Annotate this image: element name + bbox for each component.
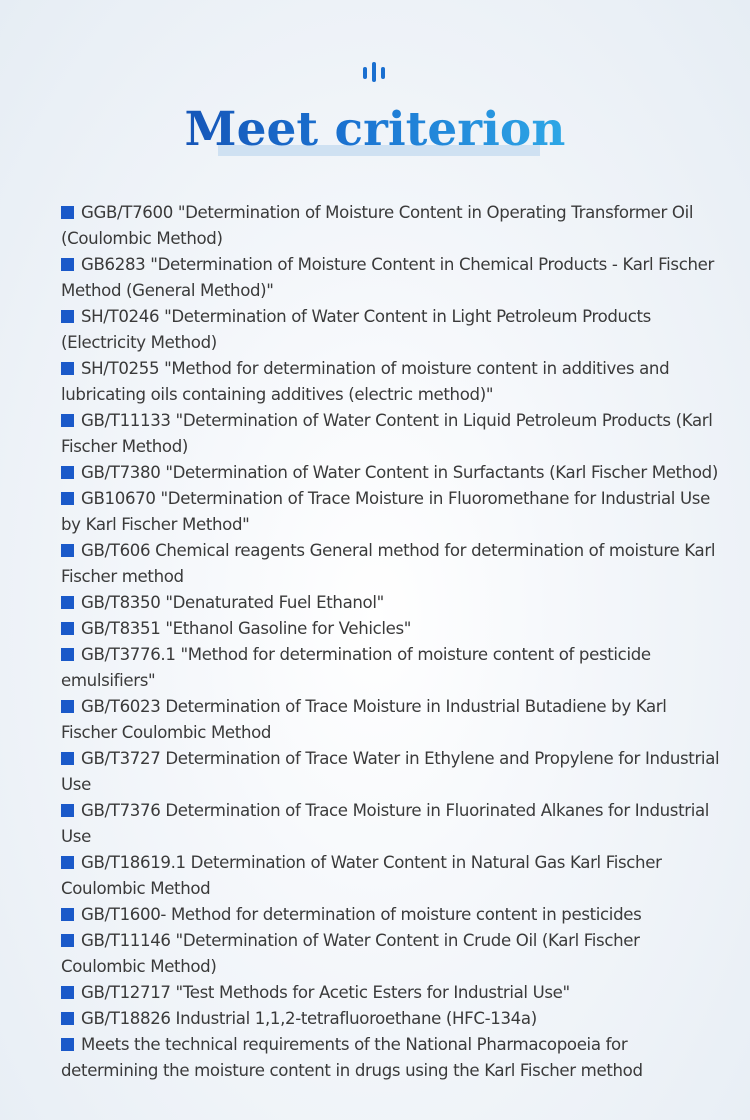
square-bullet-icon xyxy=(61,466,74,479)
list-item xyxy=(61,1032,721,1084)
list-item xyxy=(61,486,721,538)
list-item xyxy=(61,980,721,1006)
title-container xyxy=(0,98,750,162)
list-item-text: GB/T18619.1 Determination of Water Content in Natural Gas Karl Fischer Coulombic Method xyxy=(61,853,662,898)
list-item-text: GB/T18826 Industrial 1,1,2-tetrafluoroethane (HFC-134a) xyxy=(81,1009,537,1028)
list-item xyxy=(61,1006,721,1032)
square-bullet-icon xyxy=(61,908,74,921)
square-bullet-icon xyxy=(61,934,74,947)
list-item-text: Meets the technical requirements of the National Pharmacopoeia for determining the moisture content in drugs using the Karl Fischer method xyxy=(61,1035,643,1080)
list-item xyxy=(61,538,721,590)
square-bullet-icon xyxy=(61,856,74,869)
list-item-text: SH/T0255 "Method for determination of moisture content in additives and lubricating oils containing additives (electric method)" xyxy=(61,359,670,404)
list-item xyxy=(61,694,721,746)
list-item xyxy=(61,798,721,850)
list-item xyxy=(61,408,721,460)
list-item xyxy=(61,616,721,642)
list-item-text: GB/T606 Chemical reagents General method for determination of moisture Karl Fischer method xyxy=(61,541,716,586)
square-bullet-icon xyxy=(61,1038,74,1051)
list-item-text: GB/T8351 "Ethanol Gasoline for Vehicles" xyxy=(81,619,412,638)
square-bullet-icon xyxy=(61,258,74,271)
square-bullet-icon xyxy=(61,648,74,661)
list-item-text: GB/T7376 Determination of Trace Moisture in Fluorinated Alkanes for Industrial Use xyxy=(61,801,710,846)
list-item-text: GB10670 "Determination of Trace Moisture in Fluoromethane for Industrial Use by Karl Fischer Method" xyxy=(61,489,710,534)
bars-icon xyxy=(362,62,388,82)
square-bullet-icon xyxy=(61,362,74,375)
list-item-text: GB/T6023 Determination of Trace Moisture in Industrial Butadiene by Karl Fischer Coulombic Method xyxy=(61,697,667,742)
square-bullet-icon xyxy=(61,804,74,817)
list-item xyxy=(61,460,721,486)
square-bullet-icon xyxy=(61,414,74,427)
list-item-text: GB6283 "Determination of Moisture Content in Chemical Products - Karl Fischer Method (General Method)" xyxy=(61,255,714,300)
square-bullet-icon xyxy=(61,492,74,505)
list-item xyxy=(61,200,721,252)
list-item-text: GB/T3776.1 "Method for determination of moisture content of pesticide emulsifiers" xyxy=(61,645,651,690)
list-item-text: GGB/T7600 "Determination of Moisture Content in Operating Transformer Oil (Coulombic Method) xyxy=(61,203,694,248)
square-bullet-icon xyxy=(61,986,74,999)
list-item xyxy=(61,642,721,694)
square-bullet-icon xyxy=(61,596,74,609)
list-item xyxy=(61,356,721,408)
list-item-text: GB/T7380 "Determination of Water Content in Surfactants (Karl Fischer Method) xyxy=(81,463,718,482)
square-bullet-icon xyxy=(61,752,74,765)
list-item-text: GB/T3727 Determination of Trace Water in Ethylene and Propylene for Industrial Use xyxy=(61,749,720,794)
list-item xyxy=(61,746,721,798)
square-bullet-icon xyxy=(61,206,74,219)
page-title: Meet criterion xyxy=(185,98,566,162)
list-item-text: GB/T1600- Method for determination of moisture content in pesticides xyxy=(81,905,642,924)
list-item-text: SH/T0246 "Determination of Water Content in Light Petroleum Products (Electricity Method) xyxy=(61,307,651,352)
list-item xyxy=(61,590,721,616)
list-item-text: GB/T11133 "Determination of Water Content in Liquid Petroleum Products (Karl Fischer Method) xyxy=(61,411,713,456)
list-item xyxy=(61,252,721,304)
list-item xyxy=(61,902,721,928)
square-bullet-icon xyxy=(61,700,74,713)
list-item-text: GB/T12717 "Test Methods for Acetic Esters for Industrial Use" xyxy=(81,983,570,1002)
list-item xyxy=(61,304,721,356)
square-bullet-icon xyxy=(61,622,74,635)
square-bullet-icon xyxy=(61,1012,74,1025)
square-bullet-icon xyxy=(61,310,74,323)
list-item-text: GB/T11146 "Determination of Water Content in Crude Oil (Karl Fischer Coulombic Method) xyxy=(61,931,640,976)
list-item-text: GB/T8350 "Denaturated Fuel Ethanol" xyxy=(81,593,384,612)
list-item xyxy=(61,850,721,902)
criteria-list xyxy=(61,200,721,1084)
square-bullet-icon xyxy=(61,544,74,557)
list-item xyxy=(61,928,721,980)
